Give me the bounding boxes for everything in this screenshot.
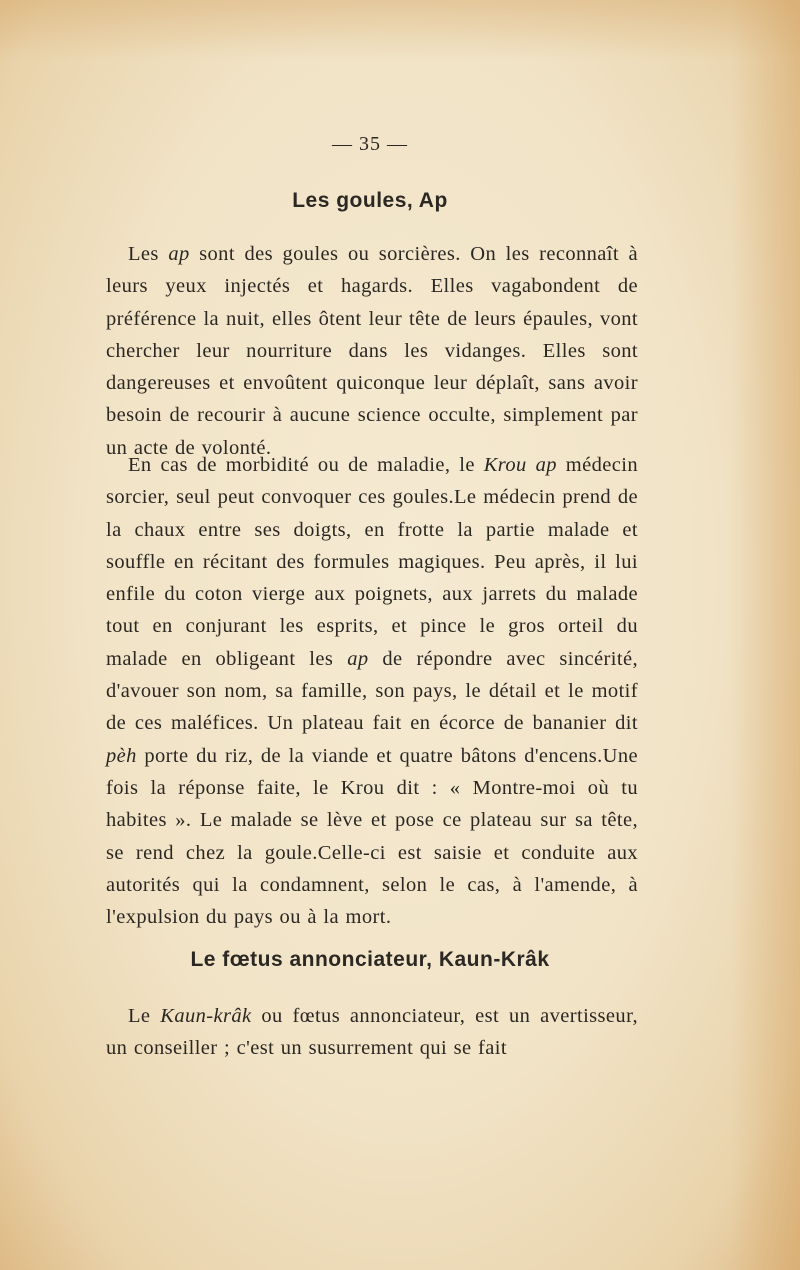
paragraph-goules-treatment xyxy=(106,449,638,933)
page-number: — 35 — xyxy=(332,133,408,155)
italic-term: Kaun-krâk xyxy=(160,1005,252,1027)
section-title-goules: Les goules, Ap xyxy=(292,189,448,212)
text-run: de répondre avec sincérité, d'avouer son nom, sa famille, son pays, le détail et le motif de ces maléfices. Un plateau fait en écorce de bananier dit xyxy=(106,647,638,735)
italic-term: ap xyxy=(168,243,190,265)
text-run: porte du riz, de la viande et quatre bâtons d'encens.Une fois la réponse faite, le Krou dit : « Montre-moi où tu habites ». Le malade se lève et pose ce plateau sur sa tête, se rend chez la goule.Celle-ci est saisie et conduite aux autorités qui la condamnent, selon le cas, à l'amende, à l'expulsion du pays ou à la mort. xyxy=(106,744,638,929)
text-run: En cas de morbidité ou de maladie, le xyxy=(128,454,484,476)
text-run: médecin sorcier, seul peut convoquer ces goules.Le médecin prend de la chaux entre ses doigts, en frotte la partie malade et souffle en récitant des formules magiques. Peu après, il lui enfile du coton vierge aux poignets, aux jarrets du malade tout en conjurant les esprits, et pince le gros orteil du malade en obligeant les xyxy=(106,454,638,670)
paragraph-goules-intro xyxy=(106,238,638,464)
page-top-shading xyxy=(0,0,800,60)
italic-term: ap xyxy=(347,647,369,670)
italic-term: pèh xyxy=(106,744,137,767)
text-run: sont des goules ou sorcières. On les reconnaît à leurs yeux injectés et hagards. Elles vagabondent de préférence la nuit, elles ôtent leur tête de leurs épaules, vont chercher leur nourriture dans les vidanges. Elles sont dangereuses et envoûtent quiconque leur déplaît, sans avoir besoin de recourir à aucune science occulte, simplement par un acte de volonté. xyxy=(106,243,638,459)
page-edge-shading xyxy=(730,0,800,1270)
text-run: ou fœtus annonciateur, est un avertisseur, un conseiller ; c'est un susurrement qui se fait xyxy=(106,1005,638,1060)
section-title-foetus: Le fœtus annonciateur, Kaun-Krâk xyxy=(190,948,550,971)
text-run: Le xyxy=(128,1005,161,1027)
italic-term: Krou ap xyxy=(483,454,557,476)
text-run: Les xyxy=(128,243,169,265)
paragraph-foetus-intro xyxy=(106,1000,638,1065)
